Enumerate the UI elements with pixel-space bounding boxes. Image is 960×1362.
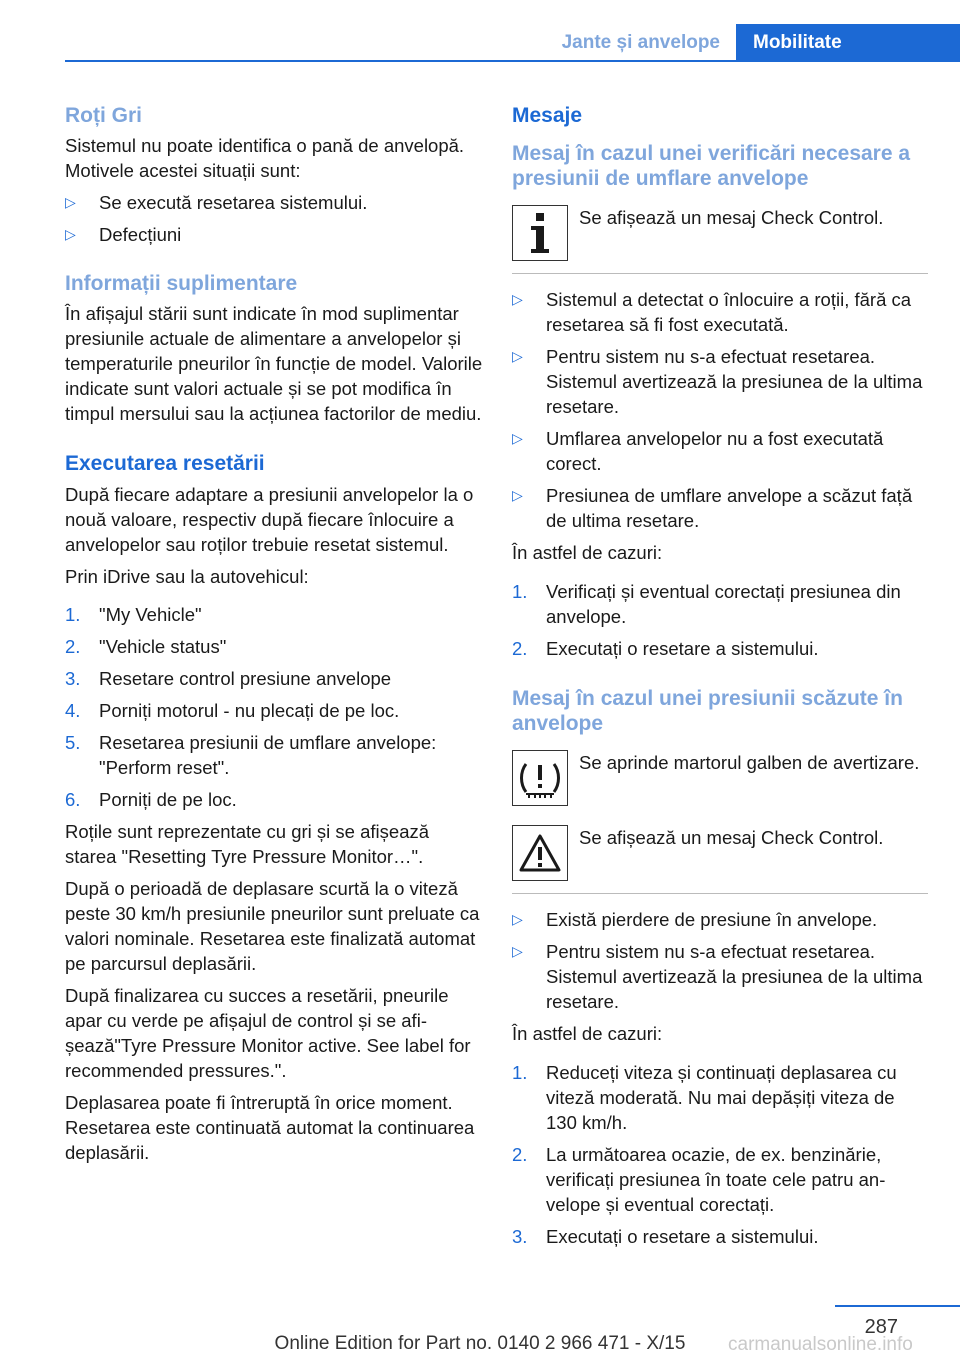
reset-text-1: După fiecare adaptare a presiunii anvelopelor la o nouă valoare, respectiv după fiecare înlocuire a anvelopelor sau roților trebuie resetat sistemul. [65,484,474,555]
heading-mesaj-presiune-scazuta: Mesaj în cazul unei presiunii scăzute în anvelope [512,687,903,735]
page-number: 287 [864,1316,898,1338]
triangle-bullet-icon: ▷ [65,194,76,210]
list-item: ▷ Se execută resetarea sistemului. [65,192,368,213]
info-icon-row [512,205,928,261]
reset-para-4: Deplasarea poate fi întreruptă în orice moment. Resetarea este continuată automat la continuarea deplasării. [65,1092,475,1163]
informatii-text: În afișajul stării sunt indicate în mod suplimentar presiunile actuale de alimentare a anvelopelor și temperaturile pneurilor în funcție de model. Valorile indicate sunt valori actuale și se pot modifica în timpul mersului sau la acțiunea factorilor de mediu. [65,303,483,424]
tire-warning-text: Se aprinde martorul galben de avertizare. [579,752,920,773]
triangle-bullet-icon: ▷ [512,291,523,307]
list-item: 2. La următoarea ocazie, de ex. benzinărie, verificați presiunea în toate cele patru anvelope și eventual corectați. [512,1144,886,1215]
reset-steps [65,602,483,812]
triangle-bullet-icon: ▷ [512,911,523,927]
heading-executarea-resetarii: Executarea resetării [65,452,265,475]
roti-gri-intro: Sistemul nu poate identifica o pană de anvelopă. Motivele acestei situații sunt: [65,135,465,181]
list-item: ▷ Există pierdere de presiune în anvelope. [512,909,878,930]
check-cases-label: În astfel de cazuri: [512,542,663,563]
list-item: ▷ Umflarea anvelopelor nu a fost executată corect. [512,428,884,474]
triangle-bullet-icon: ▷ [512,430,523,446]
divider [512,893,928,894]
warning-triangle-icon [512,825,568,881]
list-item: 4. Porniți motorul - nu plecați de pe loc. [65,700,400,721]
edition-line: Online Edition for Part no. 0140 2 966 471 - X/15 [274,1333,686,1354]
info-icon [512,205,568,261]
info-icon-text: Se afișează un mesaj Check Control. [579,207,884,228]
list-item: ▷ Pentru sistem nu s-a efectuat resetarea. Sistemul avertizează la presiunea de la ultima resetare. [512,346,923,417]
list-item: ▷ Sistemul a detectat o înlocuire a roții, fără ca resetarea să fi fost executată. [512,289,912,335]
running-header-section: Jante și anvelope [561,32,720,53]
footer-rule [835,1305,960,1307]
reset-para-1: Roțile sunt reprezentate cu gri și se afișează starea "Resetting Tyre Pressure Monitor…". [65,821,430,867]
list-item: 5. Resetarea presiunii de umflare anvelope: "Perform reset". [65,732,437,778]
triangle-bullet-icon: ▷ [65,226,76,242]
low-cases-label: În astfel de cazuri: [512,1023,663,1044]
triangle-bullet-icon: ▷ [512,943,523,959]
running-header-chapter: Mobilitate [736,24,960,62]
list-item: 2. "Vehicle status" [65,636,227,657]
triangle-bullet-icon: ▷ [512,348,523,364]
list-item: 2. Executați o resetare a sistemului. [512,638,819,659]
header-rule [65,60,960,62]
list-item: 3. Resetare control presiune anvelope [65,668,392,689]
list-item: ▷ Pentru sistem nu s-a efectuat resetarea. Sistemul avertizează la presiunea de la ultima resetare. [512,941,923,1012]
triangle-bullet-icon: ▷ [512,487,523,503]
low-list [512,907,928,1014]
tire-pressure-warning-icon [512,750,568,806]
heading-roti-gri: Roți Gri [65,104,142,127]
reset-para-2: După o perioadă de deplasare scurtă la o viteză peste 30 km/h presiunile pneurilor sunt preluate ca valori nominale. Resetarea este finalizată automat pe parcursul deplasării. [65,878,480,974]
check-list [512,287,928,533]
watermark: carmanualsonline.info [728,1334,913,1355]
heading-informatii: Informații suplimentare [65,272,298,295]
divider [512,273,928,274]
right-column [512,100,928,1249]
warning-triangle-icon-row [512,825,928,881]
reset-para-3: După finalizarea cu succes a resetării, pneurile apar cu verde pe afișajul de control și se afișează"Tyre Pressure Monitor active. See label for recommended pressures.". [65,985,471,1081]
list-item: ▷ Presiunea de umflare anvelope a scăzut față de ultima resetare. [512,485,913,531]
heading-mesaj-verificare: Mesaj în cazul unei verificări necesare a presiunii de umflare anvelope [512,142,911,190]
roti-gri-list [65,190,483,247]
heading-mesaje: Mesaje [512,104,583,127]
list-item: 3. Executați o resetare a sistemului. [512,1226,819,1247]
list-item: 1. Reduceți viteza și continuați deplasarea cu viteză moderată. Nu mai depășiți viteza de 130 km/h. [512,1062,897,1133]
tire-warning-icon-row [512,750,928,806]
list-item: 1. "My Vehicle" [65,604,202,625]
left-column [65,100,483,1165]
low-steps [512,1060,928,1249]
list-item: ▷ Defecțiuni [65,224,182,245]
warning-triangle-text: Se afișează un mesaj Check Control. [579,827,884,848]
list-item: 1. Verificați și eventual corectați presiunea din anvelope. [512,581,901,627]
check-steps [512,579,928,661]
list-item: 6. Porniți de pe loc. [65,789,237,810]
reset-text-2: Prin iDrive sau la autovehicul: [65,566,309,587]
